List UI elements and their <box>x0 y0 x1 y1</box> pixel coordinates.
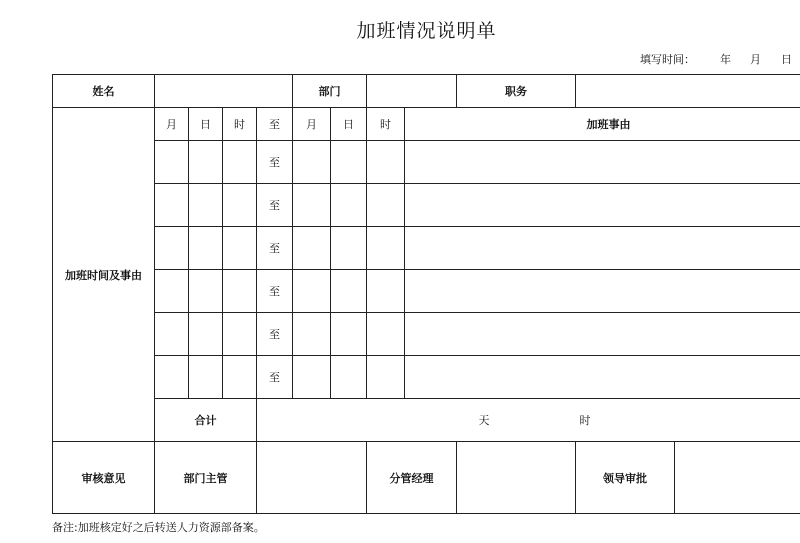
fill-time-day: 日 <box>781 53 792 66</box>
to-text: 至 <box>257 184 293 227</box>
total-row <box>53 399 800 442</box>
name-value[interactable] <box>155 75 293 108</box>
total-hour-unit: 时 <box>579 414 591 427</box>
start-day-cell[interactable] <box>189 313 223 356</box>
start-hour-cell[interactable] <box>223 141 257 184</box>
start-hour-cell[interactable] <box>223 313 257 356</box>
reason-cell[interactable] <box>405 227 800 270</box>
end-day-cell[interactable] <box>331 313 367 356</box>
reason-cell[interactable] <box>405 313 800 356</box>
end-hour-cell[interactable] <box>367 227 405 270</box>
end-hour-cell[interactable] <box>367 184 405 227</box>
col-month-start: 月 <box>155 108 189 141</box>
end-hour-cell[interactable] <box>367 356 405 399</box>
branch-manager-label: 分管经理 <box>367 442 457 514</box>
fill-time-label: 填写时间： <box>640 53 695 66</box>
to-text: 至 <box>257 270 293 313</box>
col-day-end: 日 <box>331 108 367 141</box>
start-hour-cell[interactable] <box>223 227 257 270</box>
time-reason-label: 加班时间及事由 <box>53 108 155 442</box>
start-day-cell[interactable] <box>189 141 223 184</box>
leader-approval-label: 领导审批 <box>576 442 675 514</box>
position-value[interactable] <box>576 75 800 108</box>
start-day-cell[interactable] <box>189 270 223 313</box>
end-hour-cell[interactable] <box>367 141 405 184</box>
to-text: 至 <box>257 227 293 270</box>
leader-approval-sign[interactable] <box>675 442 800 514</box>
start-month-cell[interactable] <box>155 356 189 399</box>
time-header-row <box>53 108 800 141</box>
review-row <box>53 442 800 514</box>
end-month-cell[interactable] <box>293 141 331 184</box>
to-text: 至 <box>257 356 293 399</box>
start-hour-cell[interactable] <box>223 356 257 399</box>
form-title: 加班情况说明单 <box>356 20 497 42</box>
time-row <box>53 270 800 313</box>
fill-time <box>640 51 792 67</box>
start-month-cell[interactable] <box>155 313 189 356</box>
start-month-cell[interactable] <box>155 270 189 313</box>
reason-cell[interactable] <box>405 356 800 399</box>
total-value[interactable] <box>257 399 800 442</box>
time-row <box>53 313 800 356</box>
position-label: 职务 <box>457 75 576 108</box>
col-hour-start: 时 <box>223 108 257 141</box>
end-day-cell[interactable] <box>331 227 367 270</box>
end-month-cell[interactable] <box>293 270 331 313</box>
footnote: 备注:加班核定好之后转送人力资源部备案。 <box>52 521 265 534</box>
start-month-cell[interactable] <box>155 227 189 270</box>
dept-head-label: 部门主管 <box>155 442 257 514</box>
reason-cell[interactable] <box>405 184 800 227</box>
end-month-cell[interactable] <box>293 184 331 227</box>
col-hour-end: 时 <box>367 108 405 141</box>
reason-cell[interactable] <box>405 270 800 313</box>
time-row <box>53 227 800 270</box>
total-label: 合计 <box>155 399 257 442</box>
col-to: 至 <box>257 108 293 141</box>
reason-cell[interactable] <box>405 141 800 184</box>
name-label: 姓名 <box>53 75 155 108</box>
total-day-unit: 天 <box>478 414 490 427</box>
to-text: 至 <box>257 313 293 356</box>
to-text: 至 <box>257 141 293 184</box>
end-month-cell[interactable] <box>293 227 331 270</box>
start-hour-cell[interactable] <box>223 184 257 227</box>
end-day-cell[interactable] <box>331 141 367 184</box>
time-row <box>53 141 800 184</box>
end-month-cell[interactable] <box>293 356 331 399</box>
branch-manager-sign[interactable] <box>457 442 576 514</box>
start-month-cell[interactable] <box>155 141 189 184</box>
col-month-end: 月 <box>293 108 331 141</box>
header-row <box>53 75 800 108</box>
time-row <box>53 356 800 399</box>
fill-time-month: 月 <box>750 53 761 66</box>
end-hour-cell[interactable] <box>367 270 405 313</box>
col-day-start: 日 <box>189 108 223 141</box>
dept-label: 部门 <box>293 75 367 108</box>
start-hour-cell[interactable] <box>223 270 257 313</box>
time-row <box>53 184 800 227</box>
review-label: 审核意见 <box>53 442 155 514</box>
dept-head-sign[interactable] <box>257 442 367 514</box>
overtime-form-table <box>52 74 800 514</box>
end-day-cell[interactable] <box>331 356 367 399</box>
end-day-cell[interactable] <box>331 184 367 227</box>
col-reason: 加班事由 <box>405 108 800 141</box>
start-day-cell[interactable] <box>189 227 223 270</box>
end-day-cell[interactable] <box>331 270 367 313</box>
start-day-cell[interactable] <box>189 356 223 399</box>
start-day-cell[interactable] <box>189 184 223 227</box>
fill-time-year: 年 <box>720 53 731 66</box>
dept-value[interactable] <box>367 75 457 108</box>
start-month-cell[interactable] <box>155 184 189 227</box>
end-month-cell[interactable] <box>293 313 331 356</box>
end-hour-cell[interactable] <box>367 313 405 356</box>
